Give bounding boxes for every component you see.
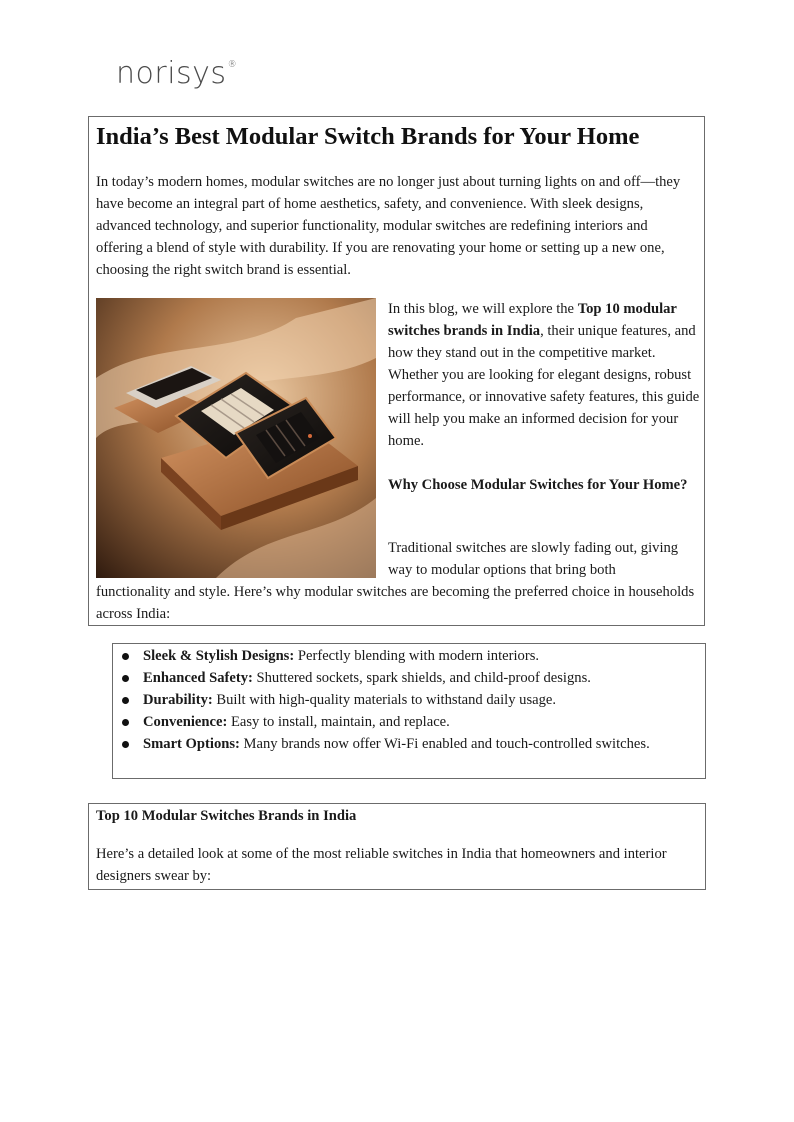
why-heading: Why Choose Modular Switches for Your Home? <box>388 477 688 493</box>
logo-text: norisys <box>116 56 227 91</box>
list-item: Durability: Built with high-quality materials to withstand daily usage. <box>120 689 650 711</box>
list-item: Smart Options: Many brands now offer Wi-Fi enabled and touch-controlled switches. <box>120 733 650 755</box>
list-item: Enhanced Safety: Shuttered sockets, spark shields, and child-proof designs. <box>120 667 650 689</box>
top10-heading: Top 10 Modular Switches Brands in India <box>96 808 357 824</box>
registered-mark: ® <box>227 60 238 70</box>
blog-intro-highlight: Top 10 modular switches brands in India <box>388 301 677 339</box>
why-paragraph-part2: functionality and style. Here’s why modular switches are becoming the preferred choice in households across India: <box>96 584 695 622</box>
list-item: Convenience: Easy to install, maintain, and replace. <box>120 711 650 733</box>
page-title: India’s Best Modular Switch Brands for Your Home <box>96 123 640 150</box>
why-paragraph-part1: Traditional switches are slowly fading out, giving way to modular options that bring both <box>388 540 679 578</box>
blog-intro-column <box>388 298 700 496</box>
top10-paragraph: Here’s a detailed look at some of the most reliable switches in India that homeowners and interior designers swear by: <box>96 846 667 884</box>
list-item: Sleek & Stylish Designs: Perfectly blending with modern interiors. <box>120 645 650 667</box>
blog-intro-paragraph: In this blog, we will explore the Top 10 modular switches brands in India, their unique features, and how they stand out in the competitive market. Whether you are looking for elegant designs, robust performance, or innovative safety features, this guide will help you make an informed decision for your home. <box>388 301 700 449</box>
benefits-list <box>120 645 650 755</box>
modular-switch-photo <box>96 298 376 578</box>
intro-paragraph: In today’s modern homes, modular switches are no longer just about turning lights on and off—they have become an integral part of home aesthetics, safety, and convenience. With sleek designs, advanced technology, and superior functionality, modular switches are redefining interiors and offering a blend of style with durability. If you are renovating your home or setting up a new one, choosing the right switch brand is essential. <box>96 174 681 278</box>
brand-logo[interactable] <box>116 56 237 91</box>
